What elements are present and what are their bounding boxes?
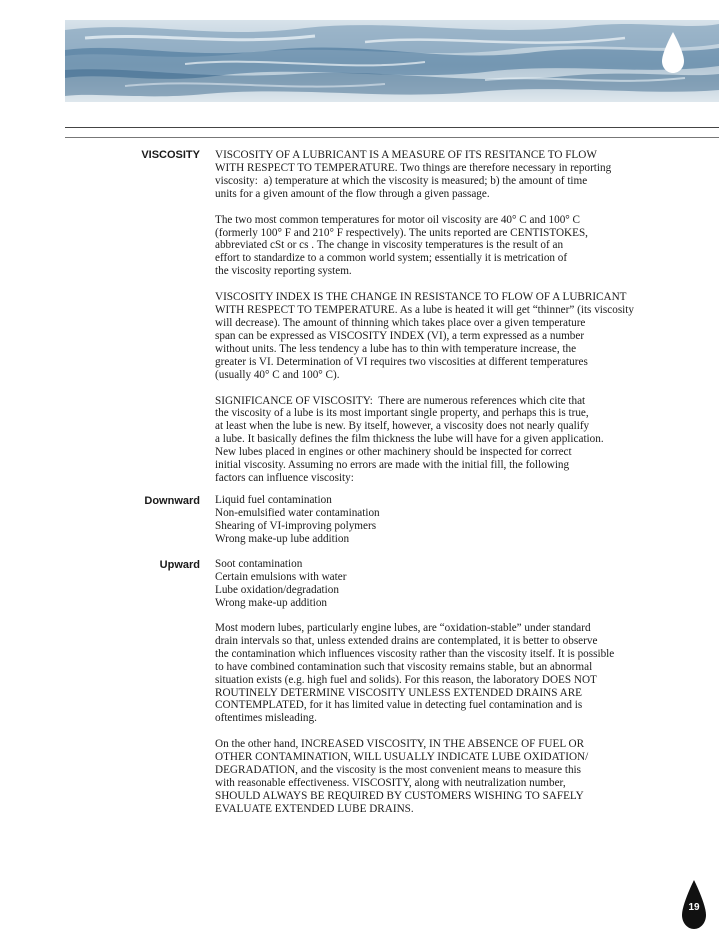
water-texture [65, 20, 719, 102]
paragraph [215, 149, 685, 201]
upward-list [215, 558, 685, 610]
text-line: without units. The less tendency a lube has to thin with temperature increase, the [215, 342, 577, 355]
text-line: units for a given amount of the flow through a given passage. [215, 187, 490, 200]
paragraph [215, 622, 685, 725]
list-item: Liquid fuel contamination [215, 494, 332, 506]
text-line: VISCOSITY OF A LUBRICANT IS A MEASURE OF ITS RESITANCE TO FLOW [215, 149, 597, 161]
paragraph [215, 395, 685, 485]
text-line: factors can influence viscosity: [215, 471, 354, 484]
oil-drop-icon [660, 32, 686, 74]
text-line: oftentimes misleading. [215, 712, 317, 725]
section-label-upward: Upward [159, 559, 200, 571]
text-line: SHOULD ALWAYS BE REQUIRED BY CUSTOMERS WISHING TO SAFELY [215, 789, 584, 802]
text-line: a lube. It basically defines the film thickness the lube will have for a given application. [215, 433, 604, 446]
list-item: Shearing of VI-improving polymers [215, 519, 377, 532]
text-line: (formerly 100° F and 210° F respectively). The units reported are CENTISTOKES, [215, 226, 588, 239]
text-line: On the other hand, INCREASED VISCOSITY, IN THE ABSENCE OF FUEL OR [215, 738, 585, 751]
header-rule [65, 127, 719, 128]
section-label-viscosity: VISCOSITY [141, 149, 200, 161]
text-line: Most modern lubes, particularly engine lubes, are “oxidation-stable” under standard [215, 622, 591, 634]
paragraph [215, 291, 685, 381]
text-line: (usually 40° C and 100° C). [215, 368, 340, 381]
text-line: to have combined contamination such that viscosity remains stable, but an abnormal [215, 660, 593, 673]
text-line: situation exists (e.g. high fuel and solids). For this reason, the laboratory DOES NOT [215, 673, 597, 686]
text-line: with reasonable effectiveness. VISCOSITY, along with neutralization number, [215, 776, 566, 789]
text-line: WITH RESPECT TO TEMPERATURE. Two things are therefore necessary in reporting [215, 161, 612, 174]
text-line: the contamination which influences viscosity rather than the viscosity itself. It is possible [215, 647, 615, 660]
text-line: greater is VI. Determination of VI requires two viscosities at different temperatures [215, 355, 588, 368]
text-line: the viscosity reporting system. [215, 265, 352, 278]
viscosity-body [215, 149, 685, 498]
text-line: will decrease). The amount of thinning which takes place over a given temperature [215, 316, 586, 329]
header-rule-secondary [65, 137, 719, 138]
header-banner [65, 20, 719, 102]
list-item: Wrong make-up lube addition [215, 532, 350, 545]
list-item: Non-emulsified water contamination [215, 506, 380, 519]
text-line: OTHER CONTAMINATION, WILL USUALLY INDICATE LUBE OXIDATION/ [215, 751, 589, 764]
text-line: viscosity: a) temperature at which the viscosity is measured; b) the amount of time [215, 174, 588, 187]
text-line: abbreviated cSt or cs . The change in viscosity temperatures is the result of an [215, 239, 564, 252]
text-line: WITH RESPECT TO TEMPERATURE. As a lube is heated it will get “thinner” (its viscosity [215, 304, 634, 317]
list-item: Lube oxidation/degradation [215, 583, 339, 596]
text-line: the viscosity of a lube is its most important single property, and perhaps this is true, [215, 407, 589, 420]
paragraph [215, 738, 685, 815]
paragraph [215, 214, 685, 279]
text-line: DEGRADATION, and the viscosity is the most convenient means to measure this [215, 764, 582, 777]
text-line: span can be expressed as VISCOSITY INDEX (VI), a term expressed as a number [215, 329, 585, 342]
text-line: drain intervals so that, unless extended drains are contemplated, it is better to observe [215, 634, 598, 647]
text-line: ROUTINELY DETERMINE VISCOSITY UNLESS EXTENDED DRAINS ARE [215, 686, 583, 699]
list-item: Certain emulsions with water [215, 570, 347, 583]
text-line: initial viscosity. Assuming no errors are made with the initial fill, the following [215, 459, 570, 472]
list-item: Soot contamination [215, 558, 303, 570]
page-number: 19 [688, 902, 700, 913]
text-line: The two most common temperatures for motor oil viscosity are 40° C and 100° C [215, 213, 581, 226]
list-item: Wrong make-up addition [215, 596, 328, 609]
section-label-downward: Downward [144, 495, 200, 507]
text-line: CONTEMPLATED, for it has limited value in detecting fuel contamination and is [215, 699, 583, 712]
text-line: at least when the lube is new. By itself, however, a viscosity does not nearly qualify [215, 420, 590, 433]
downward-list [215, 494, 685, 546]
text-line: SIGNIFICANCE OF VISCOSITY: There are numerous references which cite that [215, 394, 586, 407]
closing-body [215, 622, 685, 829]
text-line: EVALUATE EXTENDED LUBE DRAINS. [215, 802, 414, 815]
text-line: effort to standardize to a common world system; essentially it is metrication of [215, 252, 568, 265]
text-line: VISCOSITY INDEX IS THE CHANGE IN RESISTANCE TO FLOW OF A LUBRICANT [215, 291, 627, 304]
text-line: New lubes placed in engines or other machinery should be inspected for correct [215, 446, 572, 459]
